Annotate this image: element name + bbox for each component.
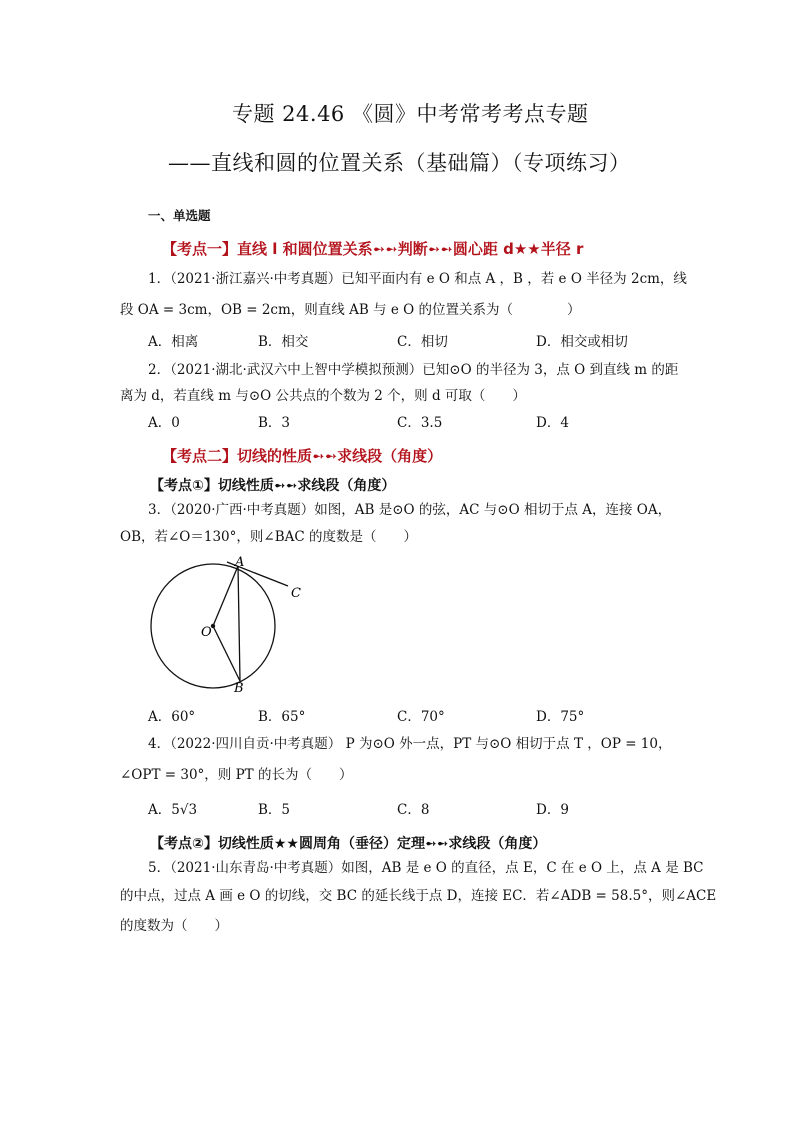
q3-line1: 3．（2020·广西·中考真题）如图，AB 是⊙O 的弦，AC 与⊙O 相切于点 A，连接 OA， xyxy=(148,502,672,518)
section-heading: 一、单选题 xyxy=(148,208,211,223)
kp2-sub1-heading: 【考点①】切线性质➻➻求线段（角度） xyxy=(150,478,396,494)
q2-option-a: A．0 xyxy=(148,415,180,431)
q1-line1: 1．（2021·浙江嘉兴·中考真题）已知平面内有 e O 和点 A ，B ，若 e O 半径为 2cm，线 xyxy=(148,271,687,287)
title-line-2: ——直线和圆的位置关系（基础篇）（专项练习） xyxy=(168,151,631,175)
q1-option-a: A．相离 xyxy=(148,334,199,350)
q2-line2: 离为 d，若直线 m 与⊙O 公共点的个数为 2 个，则 d 可取（ ） xyxy=(120,388,526,404)
circle-tangent-figure xyxy=(140,550,320,698)
label-o: O xyxy=(201,625,212,640)
q3-option-d: D．75° xyxy=(536,709,585,725)
radius-ob xyxy=(213,626,240,681)
kp1-heading: 【考点一】直线 l 和圆位置关系➻➻判断➻➻圆心距 d★★半径 r xyxy=(162,240,584,258)
q4-option-b: B．5 xyxy=(258,802,291,818)
q2-line1: 2．（2021·湖北·武汉六中上智中学模拟预测）已知⊙O 的半径为 3，点 O 到直线 m 的距 xyxy=(148,362,679,378)
q4-line2: ∠OPT = 30°，则 PT 的长为（ ） xyxy=(120,767,353,783)
q4-option-d: D．9 xyxy=(536,802,569,818)
label-b: B xyxy=(234,681,244,696)
radius-oa xyxy=(213,566,238,626)
q1-option-b: B．相交 xyxy=(258,334,309,350)
q3-option-c: C．70° xyxy=(397,709,445,725)
kp2-sub2-heading: 【考点②】切线性质★★圆周角（垂径）定理➻➻求线段（角度） xyxy=(150,836,547,852)
q4-line1: 4．（2022·四川自贡·中考真题） P 为⊙O 外一点，PT 与⊙O 相切于点 T ，OP = 10， xyxy=(148,736,672,752)
q4-option-c: C．8 xyxy=(397,802,430,818)
q3-line2: OB，若∠O＝130°，则∠BAC 的度数是（ ） xyxy=(120,529,417,545)
q1-option-c: C．相切 xyxy=(397,334,448,350)
q2-option-c: C．3.5 xyxy=(397,415,443,431)
q5-line3: 的度数为（ ） xyxy=(120,918,228,934)
q1-option-d: D．相交或相切 xyxy=(536,334,628,350)
q5-line2: 的中点，过点 A 画 e O 的切线，交 BC 的延长线于点 D，连接 EC．若∠ADB = 58.5°，则∠ACE xyxy=(120,888,717,904)
title-line-1: 专题 24.46 《圆》中考常考考点专题 xyxy=(232,102,589,126)
q2-option-d: D．4 xyxy=(536,415,569,431)
q3-option-b: B．65° xyxy=(258,709,306,725)
q1-line2: 段 OA = 3cm，OB = 2cm，则直线 AB 与 e O 的位置关系为（ ） xyxy=(120,302,581,318)
q4-option-a: A．5√3 xyxy=(148,802,198,818)
label-c: C xyxy=(291,586,301,601)
chord-ab xyxy=(238,566,240,681)
q5-line1: 5．（2021·山东青岛·中考真题）如图，AB 是 e O 的直径，点 E，C 在 e O 上，点 A 是 BC xyxy=(148,860,704,876)
q3-option-a: A．60° xyxy=(148,709,196,725)
label-a: A xyxy=(235,555,245,570)
q2-option-b: B．3 xyxy=(258,415,291,431)
kp2-heading: 【考点二】切线的性质➻➻求线段（角度） xyxy=(162,447,443,465)
